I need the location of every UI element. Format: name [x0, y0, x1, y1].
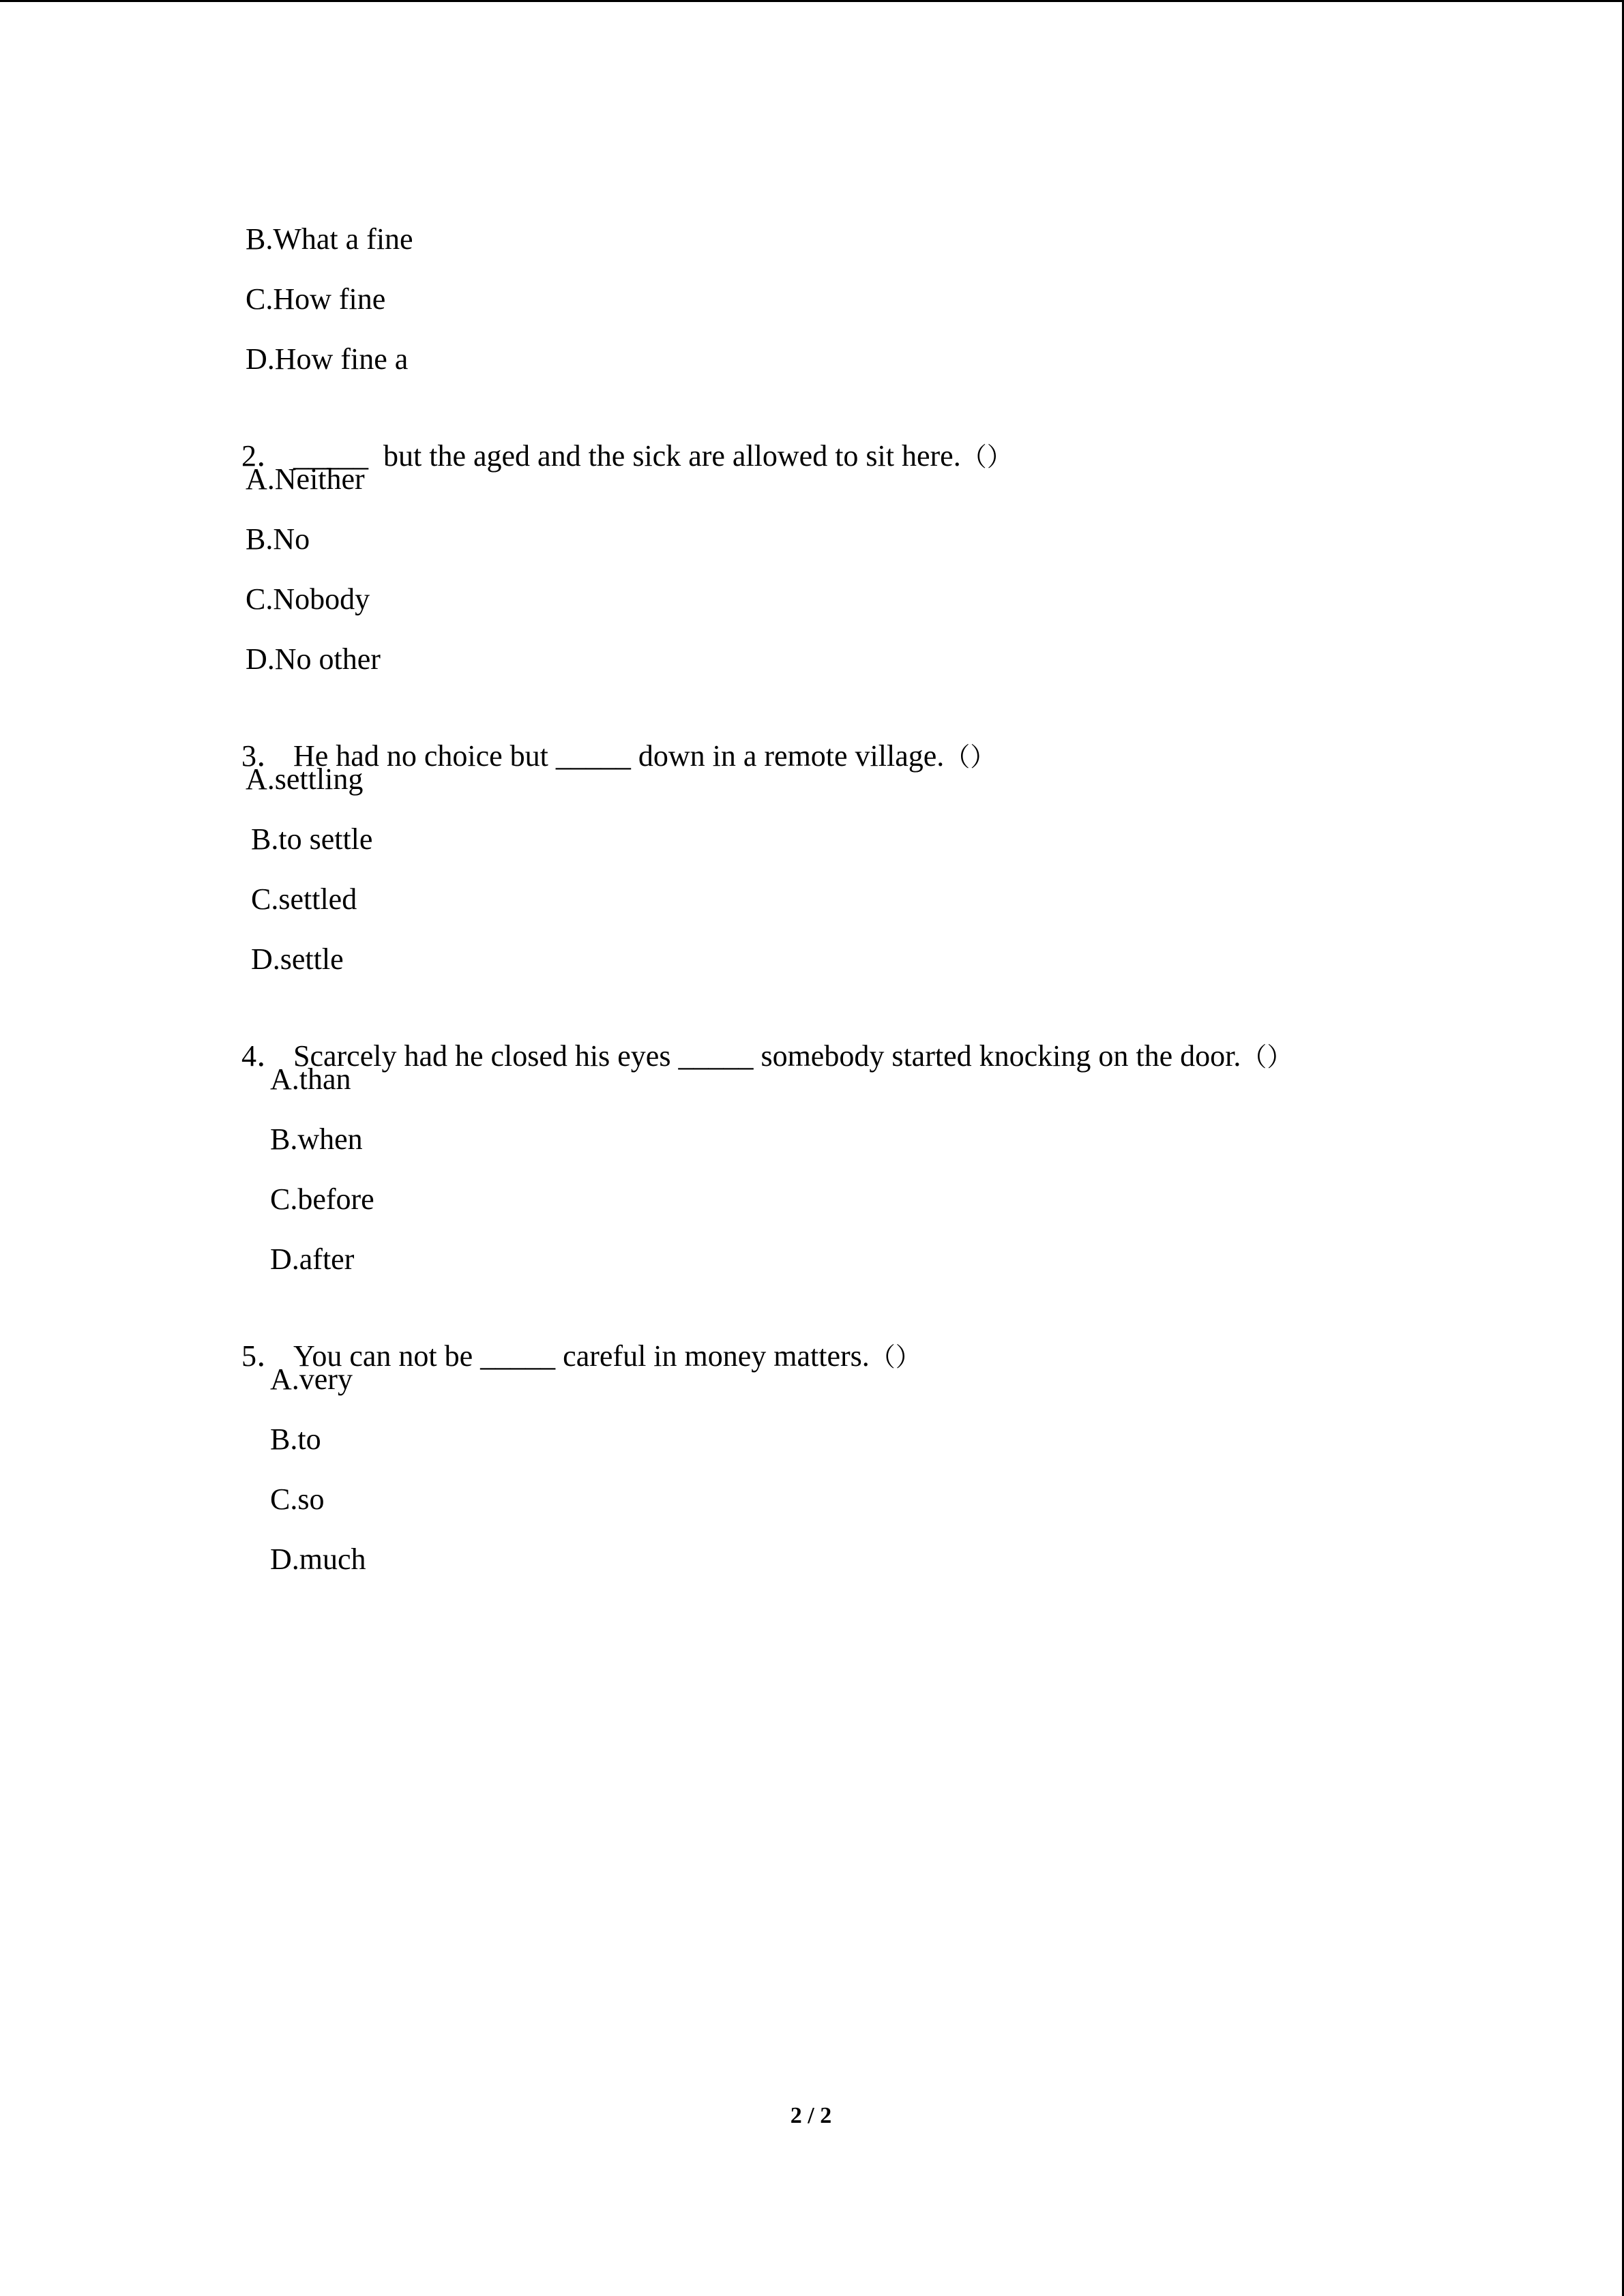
option-text: C.How fine [246, 282, 386, 316]
question-text: Scarcely had he closed his eyes _____ somebody started knocking on the door. [293, 1039, 1241, 1073]
question-text: You can not be _____ careful in money matters. [293, 1339, 870, 1373]
question-number: 4． [241, 1039, 286, 1073]
answer-paren: （） [944, 742, 996, 772]
question-text: _____ but the aged and the sick are allowed to sit here. [293, 439, 961, 473]
option-text: B.What a fine [246, 222, 413, 256]
option-text: C.before [270, 1182, 374, 1216]
option-text: D.How fine a [246, 342, 409, 376]
option-text: A.settling [246, 762, 364, 796]
option-text: C.so [270, 1482, 325, 1516]
page-indicator: 2 / 2 [790, 2103, 832, 2128]
question-number: 2． [241, 439, 286, 473]
answer-paren: （） [869, 1342, 921, 1372]
option-text: A.very [270, 1362, 353, 1396]
option-text: C.settled [251, 882, 357, 916]
option-text: D.much [270, 1542, 366, 1576]
option-text: B.to settle [251, 822, 373, 856]
option-text: A.Neither [246, 462, 365, 496]
question-number: 5． [241, 1339, 286, 1373]
option-text: B.to [270, 1422, 321, 1456]
answer-paren: （） [960, 442, 1013, 472]
answer-paren: （） [1241, 1042, 1293, 1072]
option-text: B.when [270, 1122, 363, 1156]
question-4 [211, 999, 1293, 1114]
option-text: B.No [246, 522, 310, 556]
option-text: D.after [270, 1242, 355, 1276]
option-text: D.settle [251, 942, 344, 976]
question-text: He had no choice but _____ down in a remote village. [293, 739, 945, 773]
option-text: C.Nobody [246, 582, 370, 616]
option-text: A.than [270, 1062, 351, 1096]
option-text: D.No other [246, 642, 381, 676]
question-number: 3． [241, 739, 286, 773]
